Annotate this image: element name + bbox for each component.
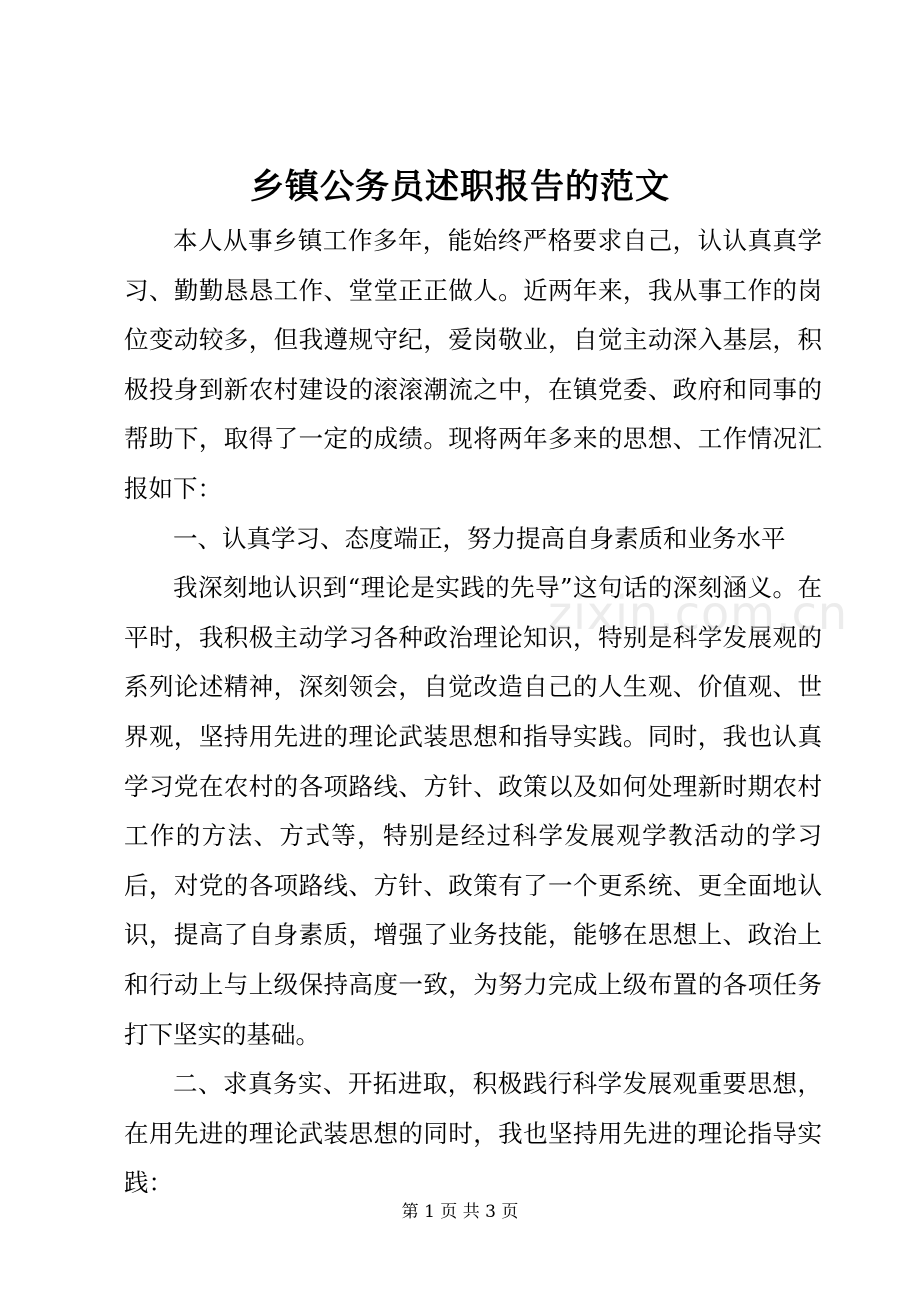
paragraph-intro: 本人从事乡镇工作多年，能始终严格要求自己，认认真真学习、勤勤恳恳工作、堂堂正正做人。近两年来，我从事工作的岗位变动较多，但我遵规守纪，爱岗敬业，自觉主动深入基层，积极投身到新农村建设的滚滚潮流之中，在镇党委、政府和同事的帮助下，取得了一定的成绩。现将两年多来的思想、工作情况汇报如下：: [124, 226, 822, 503]
document-body: [124, 216, 822, 1208]
section-heading-1: 一、认真学习、态度端正，努力提高自身素质和业务水平: [173, 523, 786, 553]
paragraph-section-2: 二、求真务实、开拓进取，积极践行科学发展观重要思想，在用先进的理论武装思想的同时，我也坚持用先进的理论指导实践：: [124, 1069, 822, 1198]
document-title: 乡镇公务员述职报告的范文: [250, 167, 670, 207]
paragraph-section-1: 我深刻地认识到“理论是实践的先导”这句话的深刻涵义。在平时，我积极主动学习各种政治理论知识，特别是科学发展观的系列论述精神，深刻领会，自觉改造自己的人生观、价值观、世界观，坚持用先进的理论武装思想和指导实践。同时，我也认真学习党在农村的各项路线、方针、政策以及如何处理新时期农村工作的方法、方式等，特别是经过科学发展观学教活动的学习后，对党的各项路线、方针、政策有了一个更系统、更全面地认识，提高了自身素质，增强了业务技能，能够在思想上、政治上和行动上与上级保持高度一致，为努力完成上级布置的各项任务打下坚实的基础。: [124, 573, 822, 1049]
page-footer: 第 1 页 共 3 页: [401, 1202, 519, 1222]
watermark: zixin.com.cn: [548, 586, 849, 640]
